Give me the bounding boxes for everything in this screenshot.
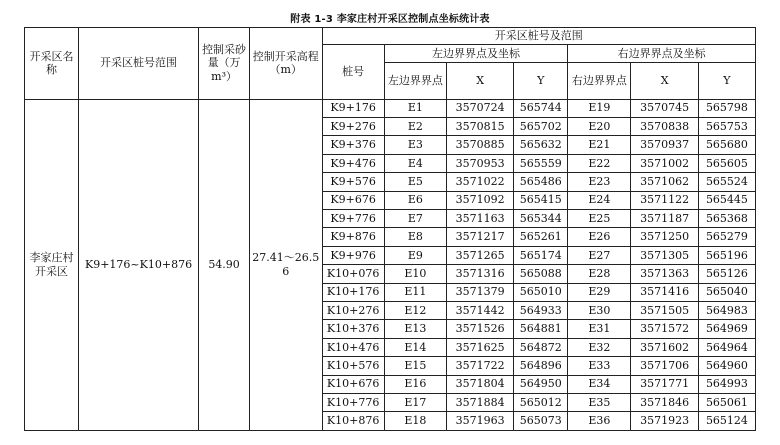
cell-left-x: 3571022 [446,173,513,191]
cell-chainage: K9+976 [322,246,384,264]
cell-left-y: 565073 [514,412,568,431]
cell-right-x: 3571771 [631,375,698,393]
cell-right-y: 565753 [698,117,755,135]
cell-left-y: 565415 [514,191,568,209]
cell-right-y: 565798 [698,99,755,117]
cell-left-x: 3570885 [446,136,513,154]
cell-right-y: 565368 [698,210,755,228]
cell-left-y: 564881 [514,320,568,338]
cell-chainage: K10+876 [322,412,384,431]
cell-chainage: K9+376 [322,136,384,154]
cell-left-x: 3571625 [446,338,513,356]
cell-chainage: K9+876 [322,228,384,246]
cell-right-point: E34 [568,375,631,393]
cell-left-x: 3571316 [446,265,513,283]
cell-chainage: K10+276 [322,302,384,320]
cell-right-y: 564969 [698,320,755,338]
cell-left-y: 565744 [514,99,568,117]
cell-right-y: 565124 [698,412,755,431]
cell-left-y: 565010 [514,283,568,301]
cell-left-y: 565261 [514,228,568,246]
cell-chainage: K9+276 [322,117,384,135]
cell-right-y: 565680 [698,136,755,154]
cell-right-point: E30 [568,302,631,320]
cell-left-point: E11 [384,283,446,301]
cell-left-point: E7 [384,210,446,228]
cell-left-point: E3 [384,136,446,154]
cell-right-x: 3571002 [631,154,698,172]
cell-left-point: E18 [384,412,446,431]
cell-left-x: 3571163 [446,210,513,228]
cell-right-x: 3571062 [631,173,698,191]
cell-right-point: E32 [568,338,631,356]
cell-right-x: 3570838 [631,117,698,135]
cell-chainage: K10+376 [322,320,384,338]
header-left-x: X [446,62,513,99]
cell-left-point: E8 [384,228,446,246]
cell-right-y: 565061 [698,394,755,412]
header-left-point: 左边界界点 [384,62,446,99]
cell-right-x: 3571572 [631,320,698,338]
cell-left-point: E2 [384,117,446,135]
header-control-volume: 控制采砂量（万m³） [199,28,250,100]
cell-right-point: E25 [568,210,631,228]
cell-right-point: E21 [568,136,631,154]
cell-right-x: 3570937 [631,136,698,154]
cell-left-x: 3571722 [446,357,513,375]
cell-left-y: 564950 [514,375,568,393]
header-chainage-range: 开采区桩号范围 [78,28,198,100]
cell-right-x: 3571250 [631,228,698,246]
cell-left-y: 565012 [514,394,568,412]
cell-right-y: 564993 [698,375,755,393]
cell-left-point: E1 [384,99,446,117]
cell-left-x: 3571526 [446,320,513,338]
cell-right-y: 565126 [698,265,755,283]
cell-right-point: E20 [568,117,631,135]
header-right-group: 右边界界点及坐标 [568,45,756,62]
cell-right-y: 565040 [698,283,755,301]
cell-left-point: E13 [384,320,446,338]
header-left-y: Y [514,62,568,99]
header-left-group: 左边界界点及坐标 [384,45,568,62]
cell-right-x: 3571505 [631,302,698,320]
cell-right-x: 3571363 [631,265,698,283]
cell-left-point: E5 [384,173,446,191]
cell-left-x: 3570815 [446,117,513,135]
header-right-y: Y [698,62,755,99]
header-control-elevation: 控制开采高程（m） [249,28,322,100]
cell-chainage: K9+476 [322,154,384,172]
cell-right-y: 564964 [698,338,755,356]
cell-right-x: 3571706 [631,357,698,375]
cell-right-point: E26 [568,228,631,246]
cell-right-point: E24 [568,191,631,209]
header-row-1 [25,28,756,45]
cell-right-x: 3571923 [631,412,698,431]
cell-left-point: E6 [384,191,446,209]
cell-right-y: 564960 [698,357,755,375]
cell-right-point: E31 [568,320,631,338]
cell-left-x: 3571963 [446,412,513,431]
cell-right-x: 3571187 [631,210,698,228]
cell-right-y: 565445 [698,191,755,209]
cell-right-point: E35 [568,394,631,412]
cell-left-point: E14 [384,338,446,356]
cell-right-x: 3571416 [631,283,698,301]
cell-left-y: 564872 [514,338,568,356]
cell-left-x: 3571884 [446,394,513,412]
cell-chainage: K10+076 [322,265,384,283]
cell-chainage: K9+576 [322,173,384,191]
cell-control-volume: 54.90 [199,99,250,430]
cell-right-y: 565279 [698,228,755,246]
cell-left-x: 3570724 [446,99,513,117]
cell-chainage: K9+776 [322,210,384,228]
cell-right-y: 565196 [698,246,755,264]
cell-chainage: K9+676 [322,191,384,209]
cell-chainage: K9+176 [322,99,384,117]
cell-right-x: 3570745 [631,99,698,117]
table-row [25,99,756,117]
cell-chainage: K10+576 [322,357,384,375]
cell-chainage: K10+176 [322,283,384,301]
cell-left-point: E9 [384,246,446,264]
cell-right-x: 3571846 [631,394,698,412]
control-point-table [24,27,756,431]
cell-left-y: 565174 [514,246,568,264]
cell-chainage: K10+776 [322,394,384,412]
cell-left-y: 565702 [514,117,568,135]
cell-right-point: E27 [568,246,631,264]
header-area-name: 开采区名称 [25,28,79,100]
cell-area-name: 李家庄村开采区 [25,99,79,430]
cell-control-elevation: 27.41～26.56 [249,99,322,430]
cell-right-point: E33 [568,357,631,375]
cell-left-y: 564933 [514,302,568,320]
cell-right-point: E36 [568,412,631,431]
cell-right-point: E22 [568,154,631,172]
cell-left-y: 565632 [514,136,568,154]
cell-left-point: E17 [384,394,446,412]
cell-right-y: 565605 [698,154,755,172]
header-group-title: 开采区桩号及范围 [322,28,755,45]
cell-left-y: 565486 [514,173,568,191]
cell-left-x: 3571804 [446,375,513,393]
cell-left-y: 565088 [514,265,568,283]
cell-left-point: E10 [384,265,446,283]
cell-right-x: 3571602 [631,338,698,356]
table-caption: 附表 1-3 李家庄村开采区控制点坐标统计表 [290,14,490,25]
cell-left-x: 3571379 [446,283,513,301]
cell-right-y: 565524 [698,173,755,191]
cell-left-x: 3571092 [446,191,513,209]
cell-left-x: 3571217 [446,228,513,246]
cell-right-x: 3571305 [631,246,698,264]
cell-chainage-range: K9+176~K10+876 [78,99,198,430]
cell-left-y: 565344 [514,210,568,228]
cell-left-point: E15 [384,357,446,375]
cell-left-y: 564896 [514,357,568,375]
cell-left-x: 3570953 [446,154,513,172]
cell-right-point: E29 [568,283,631,301]
cell-right-y: 564983 [698,302,755,320]
cell-right-point: E28 [568,265,631,283]
cell-chainage: K10+676 [322,375,384,393]
cell-left-point: E16 [384,375,446,393]
cell-right-point: E19 [568,99,631,117]
header-right-x: X [631,62,698,99]
header-right-point: 右边界界点 [568,62,631,99]
cell-left-y: 565559 [514,154,568,172]
cell-left-x: 3571442 [446,302,513,320]
header-chainage: 桩号 [322,45,384,99]
cell-chainage: K10+476 [322,338,384,356]
cell-right-point: E23 [568,173,631,191]
cell-left-x: 3571265 [446,246,513,264]
cell-left-point: E12 [384,302,446,320]
cell-left-point: E4 [384,154,446,172]
cell-right-x: 3571122 [631,191,698,209]
